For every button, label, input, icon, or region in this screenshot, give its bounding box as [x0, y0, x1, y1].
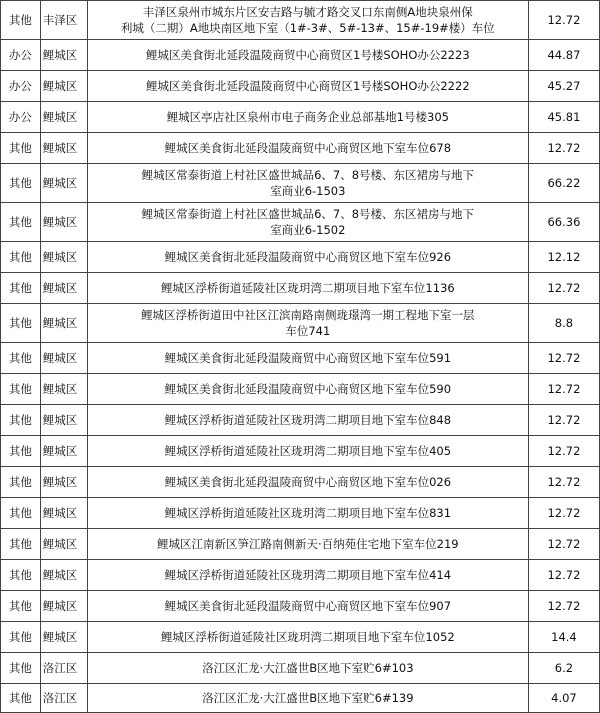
- cell-district: 鲤城区: [40, 203, 87, 242]
- table-row: [1, 102, 600, 133]
- cell-location: 鲤城区美食街北延段温陵商贸中心商贸区地下室车位907: [87, 591, 528, 622]
- table-row: [1, 203, 600, 242]
- cell-location: 鲤城区美食街北延段温陵商贸中心商贸区地下室车位678: [87, 133, 528, 164]
- cell-district: 鲤城区: [40, 405, 87, 436]
- cell-type: 其他: [1, 304, 41, 343]
- cell-district: 鲤城区: [40, 467, 87, 498]
- cell-district: 鲤城区: [40, 529, 87, 560]
- table-row: [1, 622, 600, 653]
- table-row: [1, 405, 600, 436]
- cell-area: 12.72: [528, 405, 599, 436]
- cell-location: 鲤城区浮桥街道延陵社区珑玥湾二期项目地下室车位848: [87, 405, 528, 436]
- cell-district: 鲤城区: [40, 374, 87, 405]
- table-row: [1, 164, 600, 203]
- cell-area: 12.12: [528, 242, 599, 273]
- table-row: [1, 133, 600, 164]
- cell-area: 12.72: [528, 498, 599, 529]
- cell-type: 其他: [1, 273, 41, 304]
- cell-area: 12.72: [528, 436, 599, 467]
- cell-district: 鲤城区: [40, 304, 87, 343]
- cell-district: 鲤城区: [40, 102, 87, 133]
- table-row: [1, 467, 600, 498]
- table-row: [1, 1, 600, 40]
- cell-area: 14.4: [528, 622, 599, 653]
- cell-location: 鲤城区浮桥街道延陵社区珑玥湾二期项目地下室车位1136: [87, 273, 528, 304]
- table-row: [1, 560, 600, 591]
- cell-type: 其他: [1, 242, 41, 273]
- cell-type: 其他: [1, 498, 41, 529]
- cell-area: 12.72: [528, 467, 599, 498]
- cell-location: 洛江区汇龙·大江盛世B区地下室贮6#139: [87, 684, 528, 713]
- cell-type: 其他: [1, 591, 41, 622]
- cell-type: 其他: [1, 203, 41, 242]
- cell-location: 鲤城区江南新区笋江路南侧新天·百纳苑住宅地下室车位219: [87, 529, 528, 560]
- cell-area: 12.72: [528, 529, 599, 560]
- cell-area: 45.27: [528, 71, 599, 102]
- table-row: [1, 242, 600, 273]
- cell-location: 鲤城区美食街北延段温陵商贸中心商贸区地下室车位590: [87, 374, 528, 405]
- cell-type: 办公: [1, 102, 41, 133]
- cell-type: 其他: [1, 405, 41, 436]
- cell-location: 鲤城区常泰街道上村社区盛世城品6、7、8号楼、东区裙房与地下 室商业6-1502: [87, 203, 528, 242]
- cell-district: 鲤城区: [40, 71, 87, 102]
- table-row: [1, 436, 600, 467]
- cell-district: 洛江区: [40, 684, 87, 713]
- cell-type: 其他: [1, 374, 41, 405]
- cell-area: 66.22: [528, 164, 599, 203]
- cell-area: 12.72: [528, 273, 599, 304]
- cell-area: 44.87: [528, 40, 599, 71]
- cell-type: 其他: [1, 653, 41, 684]
- cell-district: 鲤城区: [40, 436, 87, 467]
- table-row: [1, 529, 600, 560]
- cell-location: 鲤城区常泰街道上村社区盛世城品6、7、8号楼、东区裙房与地下 室商业6-1503: [87, 164, 528, 203]
- cell-district: 鲤城区: [40, 591, 87, 622]
- cell-area: 4.07: [528, 684, 599, 713]
- cell-location: 鲤城区美食街北延段温陵商贸中心商贸区1号楼SOHO办公2223: [87, 40, 528, 71]
- cell-location: 鲤城区美食街北延段温陵商贸中心商贸区地下室车位591: [87, 343, 528, 374]
- cell-area: 12.72: [528, 343, 599, 374]
- cell-area: 66.36: [528, 203, 599, 242]
- cell-area: 45.81: [528, 102, 599, 133]
- table-row: [1, 304, 600, 343]
- cell-area: 12.72: [528, 560, 599, 591]
- cell-type: 办公: [1, 71, 41, 102]
- cell-type: 其他: [1, 560, 41, 591]
- cell-location: 鲤城区美食街北延段温陵商贸中心商贸区1号楼SOHO办公2222: [87, 71, 528, 102]
- cell-type: 其他: [1, 467, 41, 498]
- table-row: [1, 374, 600, 405]
- table-row: [1, 40, 600, 71]
- cell-area: 12.72: [528, 374, 599, 405]
- cell-district: 鲤城区: [40, 242, 87, 273]
- cell-type: 办公: [1, 40, 41, 71]
- cell-type: 其他: [1, 133, 41, 164]
- cell-location: 鲤城区美食街北延段温陵商贸中心商贸区地下室车位026: [87, 467, 528, 498]
- cell-location: 鲤城区浮桥街道延陵社区珑玥湾二期项目地下室车位1052: [87, 622, 528, 653]
- table-row: [1, 653, 600, 684]
- cell-location: 鲤城区美食街北延段温陵商贸中心商贸区地下室车位926: [87, 242, 528, 273]
- cell-area: 12.72: [528, 133, 599, 164]
- cell-location: 鲤城区浮桥街道延陵社区珑玥湾二期项目地下室车位414: [87, 560, 528, 591]
- cell-area: 12.72: [528, 1, 599, 40]
- cell-district: 鲤城区: [40, 560, 87, 591]
- cell-type: 其他: [1, 436, 41, 467]
- table-row: [1, 684, 600, 713]
- cell-location: 鲤城区浮桥街道田中社区江滨南路南侧珑璟湾一期工程地下室一层 车位741: [87, 304, 528, 343]
- cell-location: 鲤城区亭店社区泉州市电子商务企业总部基地1号楼305: [87, 102, 528, 133]
- cell-type: 其他: [1, 529, 41, 560]
- cell-location: 鲤城区浮桥街道延陵社区珑玥湾二期项目地下室车位405: [87, 436, 528, 467]
- cell-location: 鲤城区浮桥街道延陵社区珑玥湾二期项目地下室车位831: [87, 498, 528, 529]
- cell-type: 其他: [1, 343, 41, 374]
- cell-district: 丰泽区: [40, 1, 87, 40]
- cell-area: 8.8: [528, 304, 599, 343]
- cell-type: 其他: [1, 622, 41, 653]
- cell-type: 其他: [1, 1, 41, 40]
- cell-district: 鲤城区: [40, 343, 87, 374]
- cell-district: 鲤城区: [40, 622, 87, 653]
- table-row: [1, 591, 600, 622]
- cell-district: 洛江区: [40, 653, 87, 684]
- cell-type: 其他: [1, 164, 41, 203]
- table-row: [1, 273, 600, 304]
- cell-district: 鲤城区: [40, 164, 87, 203]
- cell-location: 洛江区汇龙·大江盛世B区地下室贮6#103: [87, 653, 528, 684]
- table-row: [1, 71, 600, 102]
- table-row: [1, 498, 600, 529]
- cell-type: 其他: [1, 684, 41, 713]
- table-row: [1, 343, 600, 374]
- cell-district: 鲤城区: [40, 498, 87, 529]
- cell-district: 鲤城区: [40, 273, 87, 304]
- cell-district: 鲤城区: [40, 133, 87, 164]
- cell-area: 6.2: [528, 653, 599, 684]
- cell-location: 丰泽区泉州市城东片区安吉路与毓才路交叉口东南侧A地块泉州保 利城（二期）A地块南区地下室（1#-3#、5#-13#、15#-19#楼）车位: [87, 1, 528, 40]
- cell-area: 12.72: [528, 591, 599, 622]
- cell-district: 鲤城区: [40, 40, 87, 71]
